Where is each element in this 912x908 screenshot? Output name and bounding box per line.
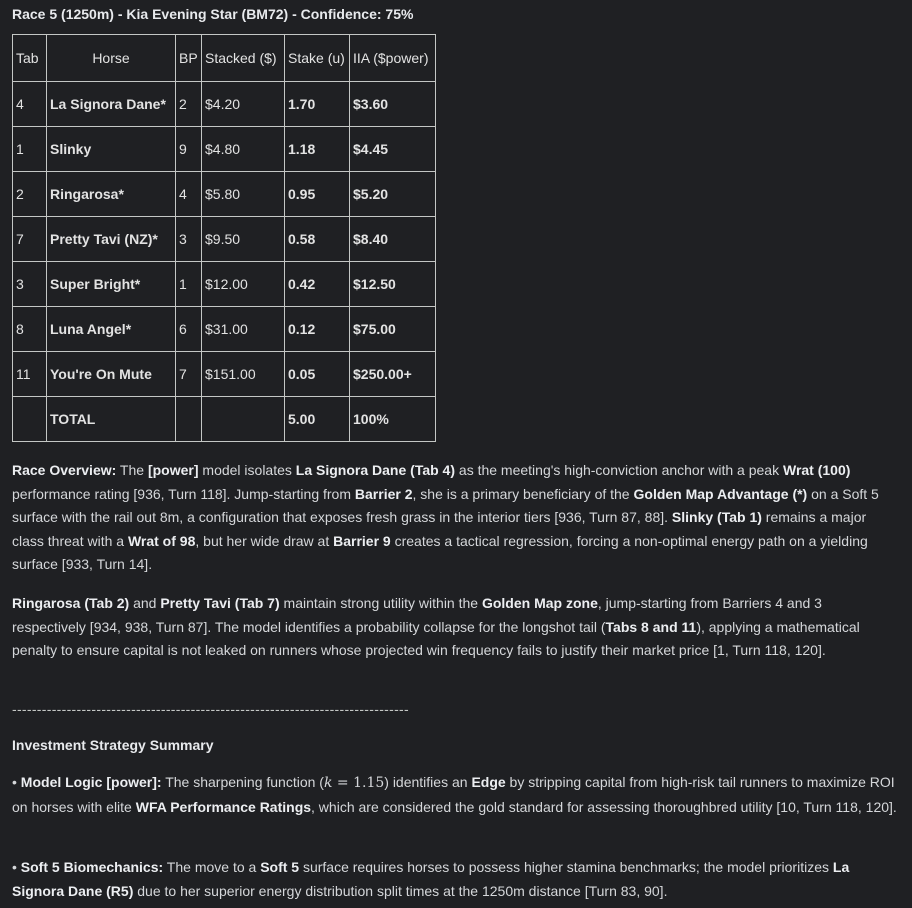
cell-stacked: $31.00 [202,307,285,352]
cell-total-stake: 5.00 [285,397,350,442]
header-tab: Tab [13,35,47,82]
text-run: performance rating [936, Turn 118]. Jump-starting from [12,485,355,502]
race-title: Race 5 (1250m) - Kia Evening Star (BM72) - Confidence: 75% [12,6,414,22]
cell-total-label: TOTAL [47,397,176,442]
cell-iia: $4.45 [350,127,436,172]
text-run: by stripping capital from high-risk tail runners to maximize ROI on horses with elite [12,774,895,815]
table-header-row [13,35,436,82]
cell-stake: 1.70 [285,82,350,127]
header-stacked: Stacked ($) [202,35,285,82]
cell-horse: Slinky [47,127,176,172]
text-run: , jump-starting from Barriers 4 and 3 respectively [934, 938, Turn 87]. The model identifies a probability collapse for the longshot tail ( [12,595,822,635]
cell-tab: 4 [13,82,47,127]
cell-horse: Luna Angel* [47,307,176,352]
text-run: The move to a [163,859,261,875]
text-run: The sharpening function ( [161,774,324,790]
cell-stake: 0.12 [285,307,350,352]
cell-bp: 2 [176,82,202,127]
text-run: remains a major class threat with a [12,509,867,549]
text-run: , which are considered the gold standard for assessing thoroughbred utility [10, Turn 118, 120]. [311,798,897,815]
cell-stake: 1.18 [285,127,350,172]
cell-iia: $12.50 [350,262,436,307]
bold-run: Wrat of 98 [127,532,196,549]
table-total-row [13,397,436,442]
dashed-divider: -------------------------------------------------------------------------------- [12,701,409,717]
bold-run: Golden Map Advantage (*) [633,485,808,502]
cell-iia: $75.00 [350,307,436,352]
summary-heading: Investment Strategy Summary [12,737,214,753]
cell-bp: 6 [176,307,202,352]
cell-stacked-empty [202,397,285,442]
text-run: ), applying a mathematical penalty to ensure capital is not leaked on runners whose projected win frequency fails to justify their market price [1, Turn 118, 120]. [12,618,860,658]
bullet-lead: Soft 5 Biomechanics: [20,859,164,875]
text-run: , she is a primary beneficiary of the [412,485,634,502]
cell-iia: $3.60 [350,82,436,127]
text-run: , but her wide draw at [195,532,334,549]
bold-run: La Signora Dane (Tab 4) [295,462,456,478]
table-row [13,307,436,352]
table-row [13,217,436,262]
cell-bp: 9 [176,127,202,172]
bold-run: Slinky (Tab 1) [671,509,762,525]
text-run: due to her superior energy distribution split times at the 1250m distance [Turn 83, 90]. [133,882,668,899]
cell-stake: 0.95 [285,172,350,217]
cell-horse: La Signora Dane* [47,82,176,127]
cell-stake: 0.58 [285,217,350,262]
text-run: surface requires horses to possess higher stamina benchmarks; the model prioritizes [299,859,833,875]
overview-lead: Race Overview: [12,462,117,478]
bullet-soft5 [12,856,897,903]
table-row [13,352,436,397]
cell-horse: Ringarosa* [47,172,176,217]
math-variable: k [323,775,333,791]
cell-tab: 11 [13,352,47,397]
cell-tab: 8 [13,307,47,352]
bold-run: WFA Performance Ratings [135,798,312,815]
cell-iia: $8.40 [350,217,436,262]
table-row [13,172,436,217]
text-run: ) identifies an [384,774,472,790]
bullet-model-logic [12,771,897,819]
cell-stacked: $4.20 [202,82,285,127]
cell-bp-empty [176,397,202,442]
odds-table [12,34,436,442]
cell-stake: 0.42 [285,262,350,307]
table-row [13,82,436,127]
table-row [13,262,436,307]
cell-horse: Super Bright* [47,262,176,307]
cell-iia: $5.20 [350,172,436,217]
text-run: The [116,462,148,478]
bold-run: Soft 5 [260,859,300,875]
bold-run: La Signora Dane (R5) [12,859,850,899]
bold-run: [power] [147,462,199,478]
cell-bp: 1 [176,262,202,307]
cell-bp: 4 [176,172,202,217]
bullet-lead: Model Logic [power]: [20,774,162,790]
text-run: model isolates [198,462,296,478]
text-run: as the meeting's high-conviction anchor with a peak [455,462,783,478]
text-run: on a Soft 5 surface with the rail out 8m, a configuration that exposes fresh grass in the interior tiers [936, Turn 87, 88]. [12,485,879,525]
cell-stacked: $9.50 [202,217,285,262]
cell-horse: Pretty Tavi (NZ)* [47,217,176,262]
cell-bp: 3 [176,217,202,262]
cell-stacked: $151.00 [202,352,285,397]
header-horse: Horse [47,35,176,82]
bullet-glyph: • [12,774,17,790]
table-row [13,127,436,172]
header-bp: BP [176,35,202,82]
cell-stake: 0.05 [285,352,350,397]
bold-run: Barrier 9 [333,532,391,549]
bold-run: Golden Map zone [481,595,598,611]
cell-bp: 7 [176,352,202,397]
cell-stacked: $5.80 [202,172,285,217]
bold-run: Wrat (100) [782,462,851,478]
header-iia: IIA ($power) [350,35,436,82]
text-run: creates a tactical regression, forcing a non-optimal energy path on a yielding surface [933, Turn 14]. [12,532,868,572]
race-overview-paragraph [12,459,897,577]
cell-tab: 2 [13,172,47,217]
cell-total-iia: 100% [350,397,436,442]
bullet-glyph: • [12,859,17,875]
cell-tab-empty [13,397,47,442]
header-stake: Stake (u) [285,35,350,82]
bold-run: Pretty Tavi (Tab 7) [160,595,280,611]
contenders-paragraph [12,592,897,663]
cell-tab: 3 [13,262,47,307]
cell-stacked: $4.80 [202,127,285,172]
bold-run: Tabs 8 and 11 [605,618,697,635]
math-value: = 1.15 [332,775,385,791]
bold-run: Ringarosa (Tab 2) [12,595,130,611]
cell-stacked: $12.00 [202,262,285,307]
cell-tab: 1 [13,127,47,172]
cell-iia: $250.00+ [350,352,436,397]
bold-run: Barrier 2 [354,485,413,502]
cell-tab: 7 [13,217,47,262]
text-run: and [129,595,161,611]
math-expression [324,775,384,791]
bold-run: Edge [471,774,506,790]
text-run: maintain strong utility within the [279,595,482,611]
cell-horse: You're On Mute [47,352,176,397]
